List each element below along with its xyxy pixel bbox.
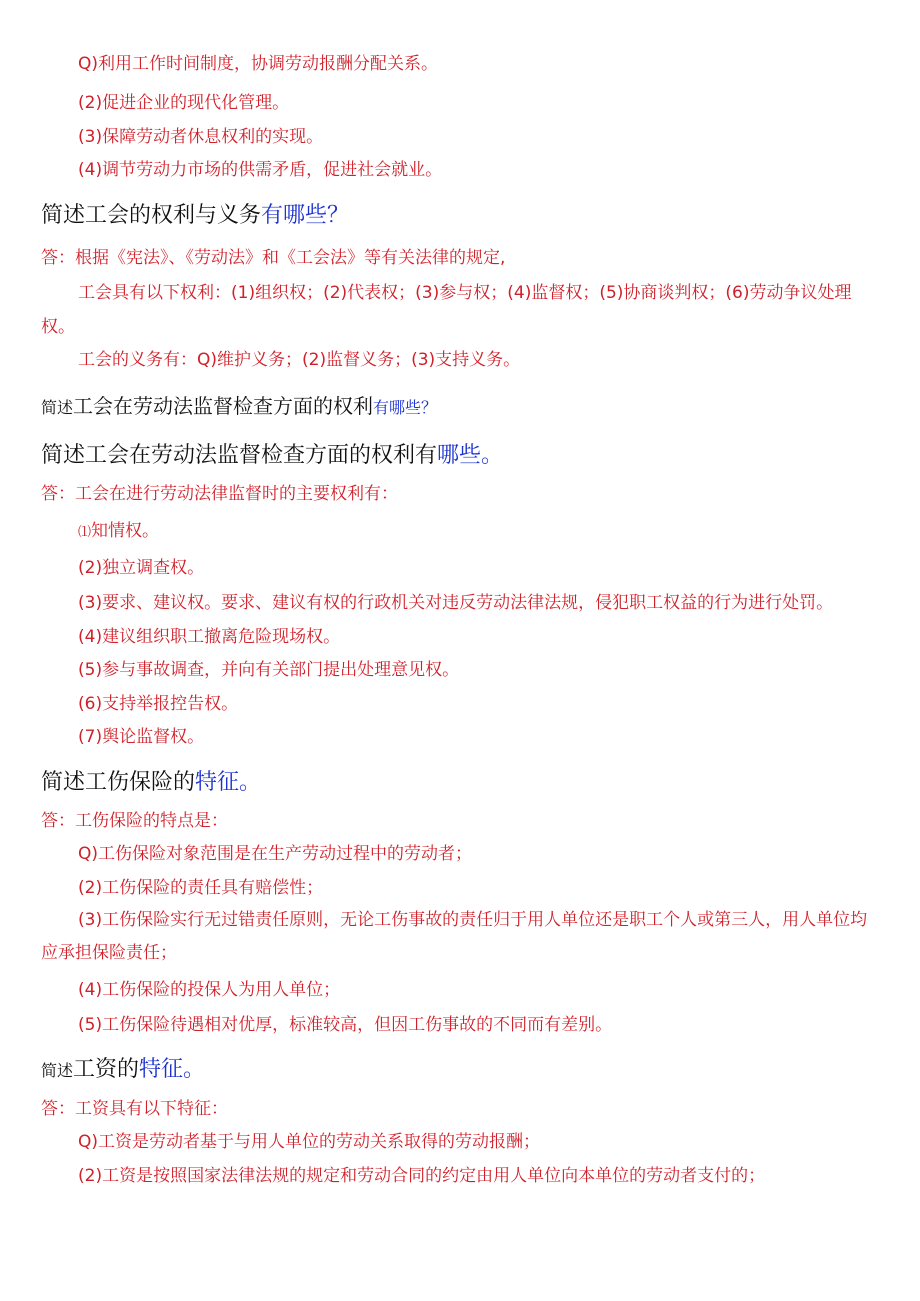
list-item: (5)参与事故调查，并向有关部门提出处理意见权。 [78, 660, 460, 680]
list-item: (2)独立调查权。 [78, 558, 205, 578]
heading-accent: 哪些。 [437, 443, 504, 468]
list-item: (2)工伤保险的责任具有赔偿性； [78, 878, 324, 898]
answer-intro: 答：工会在进行劳动法律监督时的主要权利有： [41, 484, 398, 504]
list-item: (4)工伤保险的投保人为用人单位； [78, 980, 341, 1000]
heading-main: 简述工伤保险的 [41, 770, 196, 795]
list-item: Q)工伤保险对象范围是在生产劳动过程中的劳动者； [78, 844, 473, 864]
list-item: (4)调节劳动力市场的供需矛盾，促进社会就业。 [78, 160, 443, 180]
heading-accent: 特征。 [139, 1057, 206, 1082]
heading-main: 简述工会的权利与义务 [41, 203, 262, 228]
list-item: (3)工伤保险实行无过错责任原则，无论工伤事故的责任归于用人单位还是职工个人或第三人，用人单位均 [78, 910, 868, 930]
answer-intro: 答：根据《宪法》、《劳动法》和《工会法》等有关法律的规定, [41, 248, 506, 268]
heading-accent: 有哪些？ [373, 398, 438, 417]
heading-main: 简述工会在劳动法监督检查方面的权利有 [41, 443, 438, 468]
section-heading-injury [41, 765, 261, 796]
list-item: (2)工资是按照国家法律法规的规定和劳动合同的约定由用人单位向本单位的劳动者支付的； [78, 1166, 766, 1186]
section-heading-union [41, 198, 349, 229]
heading-main: 工会在劳动法监督检查方面的权利 [73, 394, 374, 418]
heading-prefix: 简述 [41, 398, 74, 417]
list-item: (3)保障劳动者休息权利的实现。 [78, 127, 324, 147]
heading-accent: 有哪些？ [261, 203, 350, 228]
list-item [78, 516, 159, 541]
paragraph-line: 应承担保险责任； [41, 943, 177, 963]
answer-intro: 答：工资具有以下特征： [41, 1099, 228, 1119]
section-heading-wage [41, 1052, 205, 1083]
section-heading-supervision [41, 438, 503, 469]
list-item: (2)促进企业的现代化管理。 [78, 93, 290, 113]
list-item: (5)工伤保险待遇相对优厚，标准较高，但因工伤事故的不同而有差别。 [78, 1015, 613, 1035]
item-number: ⑴ [78, 525, 92, 540]
paragraph-line: 权。 [41, 317, 75, 337]
paragraph-line: 工会具有以下权利：(1)组织权；(2)代表权；(3)参与权；(4)监督权；(5)协商谈判权；(6)劳动争议处理 [78, 283, 852, 303]
answer-intro: 答：工伤保险的特点是： [41, 811, 228, 831]
list-item: Q)利用工作时间制度，协调劳动报酬分配关系。 [78, 54, 439, 74]
list-item: (7)舆论监督权。 [78, 727, 205, 747]
section-heading-small [41, 390, 437, 419]
list-item: (6)支持举报控告权。 [78, 694, 239, 714]
paragraph-line: 工会的义务有：Q)维护义务；(2)监督义务；(3)支持义务。 [78, 350, 521, 370]
list-item: Q)工资是劳动者基于与用人单位的劳动关系取得的劳动报酬； [78, 1132, 541, 1152]
heading-main: 工资的 [73, 1057, 140, 1082]
heading-accent: 特征。 [195, 770, 262, 795]
heading-prefix: 简述 [41, 1061, 74, 1080]
item-text: 知情权。 [91, 521, 160, 541]
list-item: (4)建议组织职工撤离危险现场权。 [78, 627, 341, 647]
list-item: (3)要求、建议权。要求、建议有权的行政机关对违反劳动法律法规，侵犯职工权益的行为进行处罚。 [78, 593, 834, 613]
